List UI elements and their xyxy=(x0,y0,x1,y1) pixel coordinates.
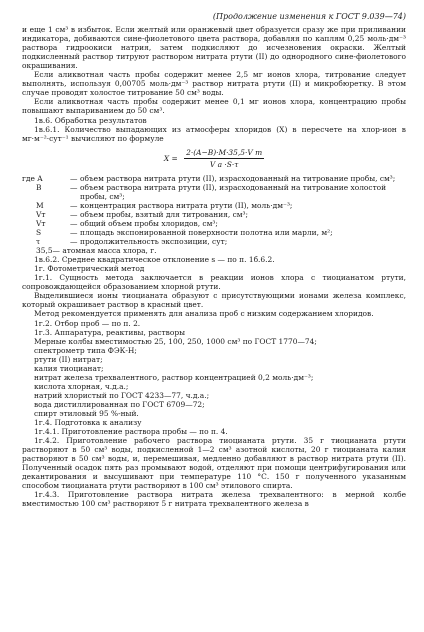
paragraph: и еще 1 см³ в избыток. Если желтый или оранжевый цвет образуется сразу же при приливании индикатора, добиваются сине-фиолетового цвета раствора, добавляя по каплям 0,25 моль·дм⁻³ раствора гидроокиси натрия, затем подкисляют до исчезновения окраски. Желтый подкисленный раствор титруют раствором нитрата ртути (II) до однородного сине-фиолетового окрашивания. xyxy=(22,25,406,71)
formula-numerator: 2·(A−B)·M·35,5·V т xyxy=(184,148,264,159)
paragraph: 1г.4.3. Приготовление раствора нитрата железа трехвалентного: в мерной колбе вместимостью 100 см³ растворяют 5 г нитрата трехвалентного железа в xyxy=(22,490,406,509)
list-item: нитрат железа трехвалентного, раствор концентрацией 0,2 моль·дм⁻³; xyxy=(34,372,314,382)
paragraph: 1г.4.2. Приготовление рабочего раствора тиоцианата ртути. 35 г тиоцианата ртути растворяют в 50 см³ воды, подкисленной 1—2 см³ азотной кислоты, 20 г тиоцианата калия растворяют в 50 см³ воды, и, перемешивая, медленно добавляют в раствор нитрата ртути (II). Полученный осадок пять раз промывают водой, отделяют при помощи центрифугирования или декантирования и высушивают при температуре 110 °С. 150 г полученного указанным способом тиоцианата ртути растворяют в 100 см³ этилового спирта. xyxy=(22,436,406,491)
definition-row: M — концентрация раствора нитрата ртути (II), моль·дм⁻³; xyxy=(22,201,406,210)
definitions-table xyxy=(22,174,406,246)
paragraph: Метод рекомендуется применять для анализа проб с низким содержанием хлоридов. xyxy=(34,309,374,319)
formula-lhs: X = xyxy=(163,153,178,163)
list-item: спектрометр типа ФЭК-Н; xyxy=(34,345,137,355)
paragraph: Выделившиеся ионы тиоцианата образуют с присутствующими ионами железа комплекс, который окрашивает раствор в красный цвет. xyxy=(22,291,406,310)
paragraph: 1г.4.1. Приготовление раствора пробы — по п. 4. xyxy=(34,427,228,437)
list-item: калия тиоцианат; xyxy=(34,363,104,373)
formula xyxy=(22,148,406,169)
definition-row: S — площадь экспонированной поверхности полотна или марли, м²; xyxy=(22,228,406,237)
section-heading: 1г. Фотометрический метод xyxy=(34,264,145,274)
definition-text: объем пробы, взятый для титрования, см³; xyxy=(80,209,249,219)
section-heading: 1в.6. Обработка результатов xyxy=(34,115,147,125)
definition-text: общий объем пробы хлоридов, см³; xyxy=(80,218,218,228)
definition-text: объем раствора нитрата ртути (II), израсходованный на титрование холостой пробы, см³; xyxy=(80,182,387,201)
list-item: спирт этиловый 95 %-ный. xyxy=(34,408,139,418)
formula-fraction xyxy=(184,148,264,169)
running-head: (Продолжение изменения к ГОСТ 9.039—74) xyxy=(212,12,406,21)
section-heading: 1г.3. Аппаратура, реактивы, растворы xyxy=(34,327,186,337)
list-item: натрий хлористый по ГОСТ 4233—77, ч.д.а.; xyxy=(34,390,210,400)
definition-symbol: B xyxy=(36,182,42,192)
definition-symbol: Vт xyxy=(36,209,46,219)
list-item: кислота хлорная, ч.д.а.; xyxy=(34,381,129,391)
definition-symbol: τ xyxy=(36,237,41,247)
definition-text: концентрация раствора нитрата ртути (II), моль·дм⁻³; xyxy=(80,200,293,210)
definition-row: τ — продолжительность экспозиции, сут; xyxy=(22,237,406,246)
definition-symbol: S xyxy=(36,228,42,238)
paragraph: 35,5— атомная масса хлора, г. xyxy=(36,246,157,256)
paragraph: 1в.6.1. Количество выпадающих из атмосферы хлоридов (X) в пересчете на хлор-ион в мг·м⁻²·сут⁻¹ вычисляют по формуле xyxy=(22,124,406,143)
definition-symbol: где A xyxy=(22,173,43,183)
section-heading: 1г.4. Подготовка к анализу xyxy=(34,418,142,428)
paragraph: 1г.1. Сущность метода заключается в реакции ионов хлора с тиоцианатом ртути, сопровождающейся образованием хлорной ртути. xyxy=(22,273,406,292)
definition-row: где A — объем раствора нитрата ртути (II), израсходованный на титрование пробы, см³; xyxy=(22,174,406,183)
list-item: ртути (II) нитрат; xyxy=(34,354,103,364)
list-item: Мерные колбы вместимостью 25, 100, 250, 1000 см³ по ГОСТ 1770—74; xyxy=(34,336,317,346)
formula-denominator: V a ·S·τ xyxy=(209,159,239,169)
definition-text: продолжительность экспозиции, сут; xyxy=(80,237,228,247)
definition-row: B — объем раствора нитрата ртути (II), израсходованный на титрование холостой пробы, см³; xyxy=(22,183,406,201)
paragraph: 1в.6.2. Среднее квадратическое отклонение s — по п. 1б.6.2. xyxy=(34,255,275,265)
definition-symbol: Vт xyxy=(36,218,46,228)
definition-row: Vт — объем пробы, взятый для титрования, см³; xyxy=(22,210,406,219)
list-item: вода дистиллированная по ГОСТ 6709—72; xyxy=(34,399,205,409)
paragraph: Если аликвотная часть пробы содержит менее 0,1 мг ионов хлора, концентрацию пробы повышают выпариванием до 50 см³. xyxy=(22,97,406,116)
definition-text: площадь экспонированной поверхности полотна или марли, м²; xyxy=(80,228,333,238)
definition-text: объем раствора нитрата ртути (II), израсходованный на титрование пробы, см³; xyxy=(80,173,396,183)
definition-row: Vт — общий объем пробы хлоридов, см³; xyxy=(22,219,406,228)
paragraph: 1г.2. Отбор проб — по п. 2. xyxy=(34,318,141,328)
paragraph: Если аликвотная часть пробы содержит менее 2,5 мг ионов хлора, титрование следует выполнять, используя 0,00705 моль·дм⁻³ раствор нитрата ртути (II) и микробюретку. В этом случае проводят холостое титрование 50 см³ воды. xyxy=(22,70,406,98)
definition-symbol: M xyxy=(36,200,44,210)
